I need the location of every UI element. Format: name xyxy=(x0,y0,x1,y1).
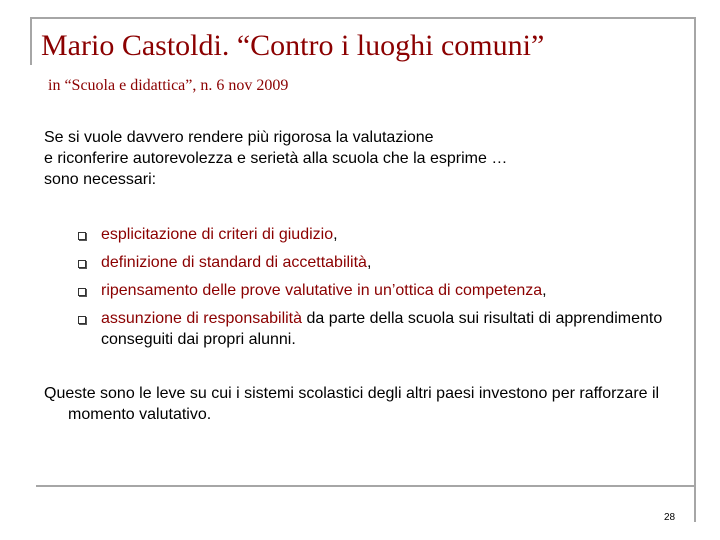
list-item-text: da parte della scuola sui risultati di apprendimento conseguiti dai propri alunni. xyxy=(101,310,663,348)
intro-line: Se si vuole davvero rendere più rigorosa la valutazione xyxy=(44,129,434,146)
intro-line: sono necessari: xyxy=(44,171,157,188)
list-item xyxy=(78,308,698,350)
list-item-highlight: ripensamento delle prove valutative in un’ottica di competenza xyxy=(101,282,543,299)
frame-left-rule xyxy=(30,17,32,65)
frame-bottom-rule xyxy=(36,485,696,487)
frame-top-rule xyxy=(30,17,696,19)
list-item xyxy=(78,224,698,245)
list-item-highlight: assunzione di responsabilità xyxy=(101,310,303,327)
requirements-list xyxy=(78,224,698,357)
list-item-text: , xyxy=(366,254,372,271)
closing-paragraph: Queste sono le leve su cui i sistemi scolastici degli altri paesi investono per rafforzare il momento valutativo. xyxy=(44,385,660,423)
square-bullet-icon xyxy=(78,260,86,268)
list-item xyxy=(78,280,698,301)
list-item-highlight: definizione di standard di accettabilità xyxy=(101,254,367,271)
list-item-text: , xyxy=(333,226,338,243)
square-bullet-icon xyxy=(78,232,86,240)
intro-line: e riconferire autorevolezza e serietà alla scuola che la esprime … xyxy=(44,150,508,167)
slide-subtitle: in “Scuola e didattica”, n. 6 nov 2009 xyxy=(48,77,289,94)
slide-title: Mario Castoldi. “Contro i luoghi comuni” xyxy=(41,29,545,62)
list-item-highlight: esplicitazione di criteri di giudizio xyxy=(101,226,334,243)
square-bullet-icon xyxy=(78,316,86,324)
square-bullet-icon xyxy=(78,288,86,296)
page-number: 28 xyxy=(664,512,676,523)
list-item-text: , xyxy=(542,282,547,299)
list-item xyxy=(78,252,698,273)
intro-paragraph xyxy=(44,127,664,190)
